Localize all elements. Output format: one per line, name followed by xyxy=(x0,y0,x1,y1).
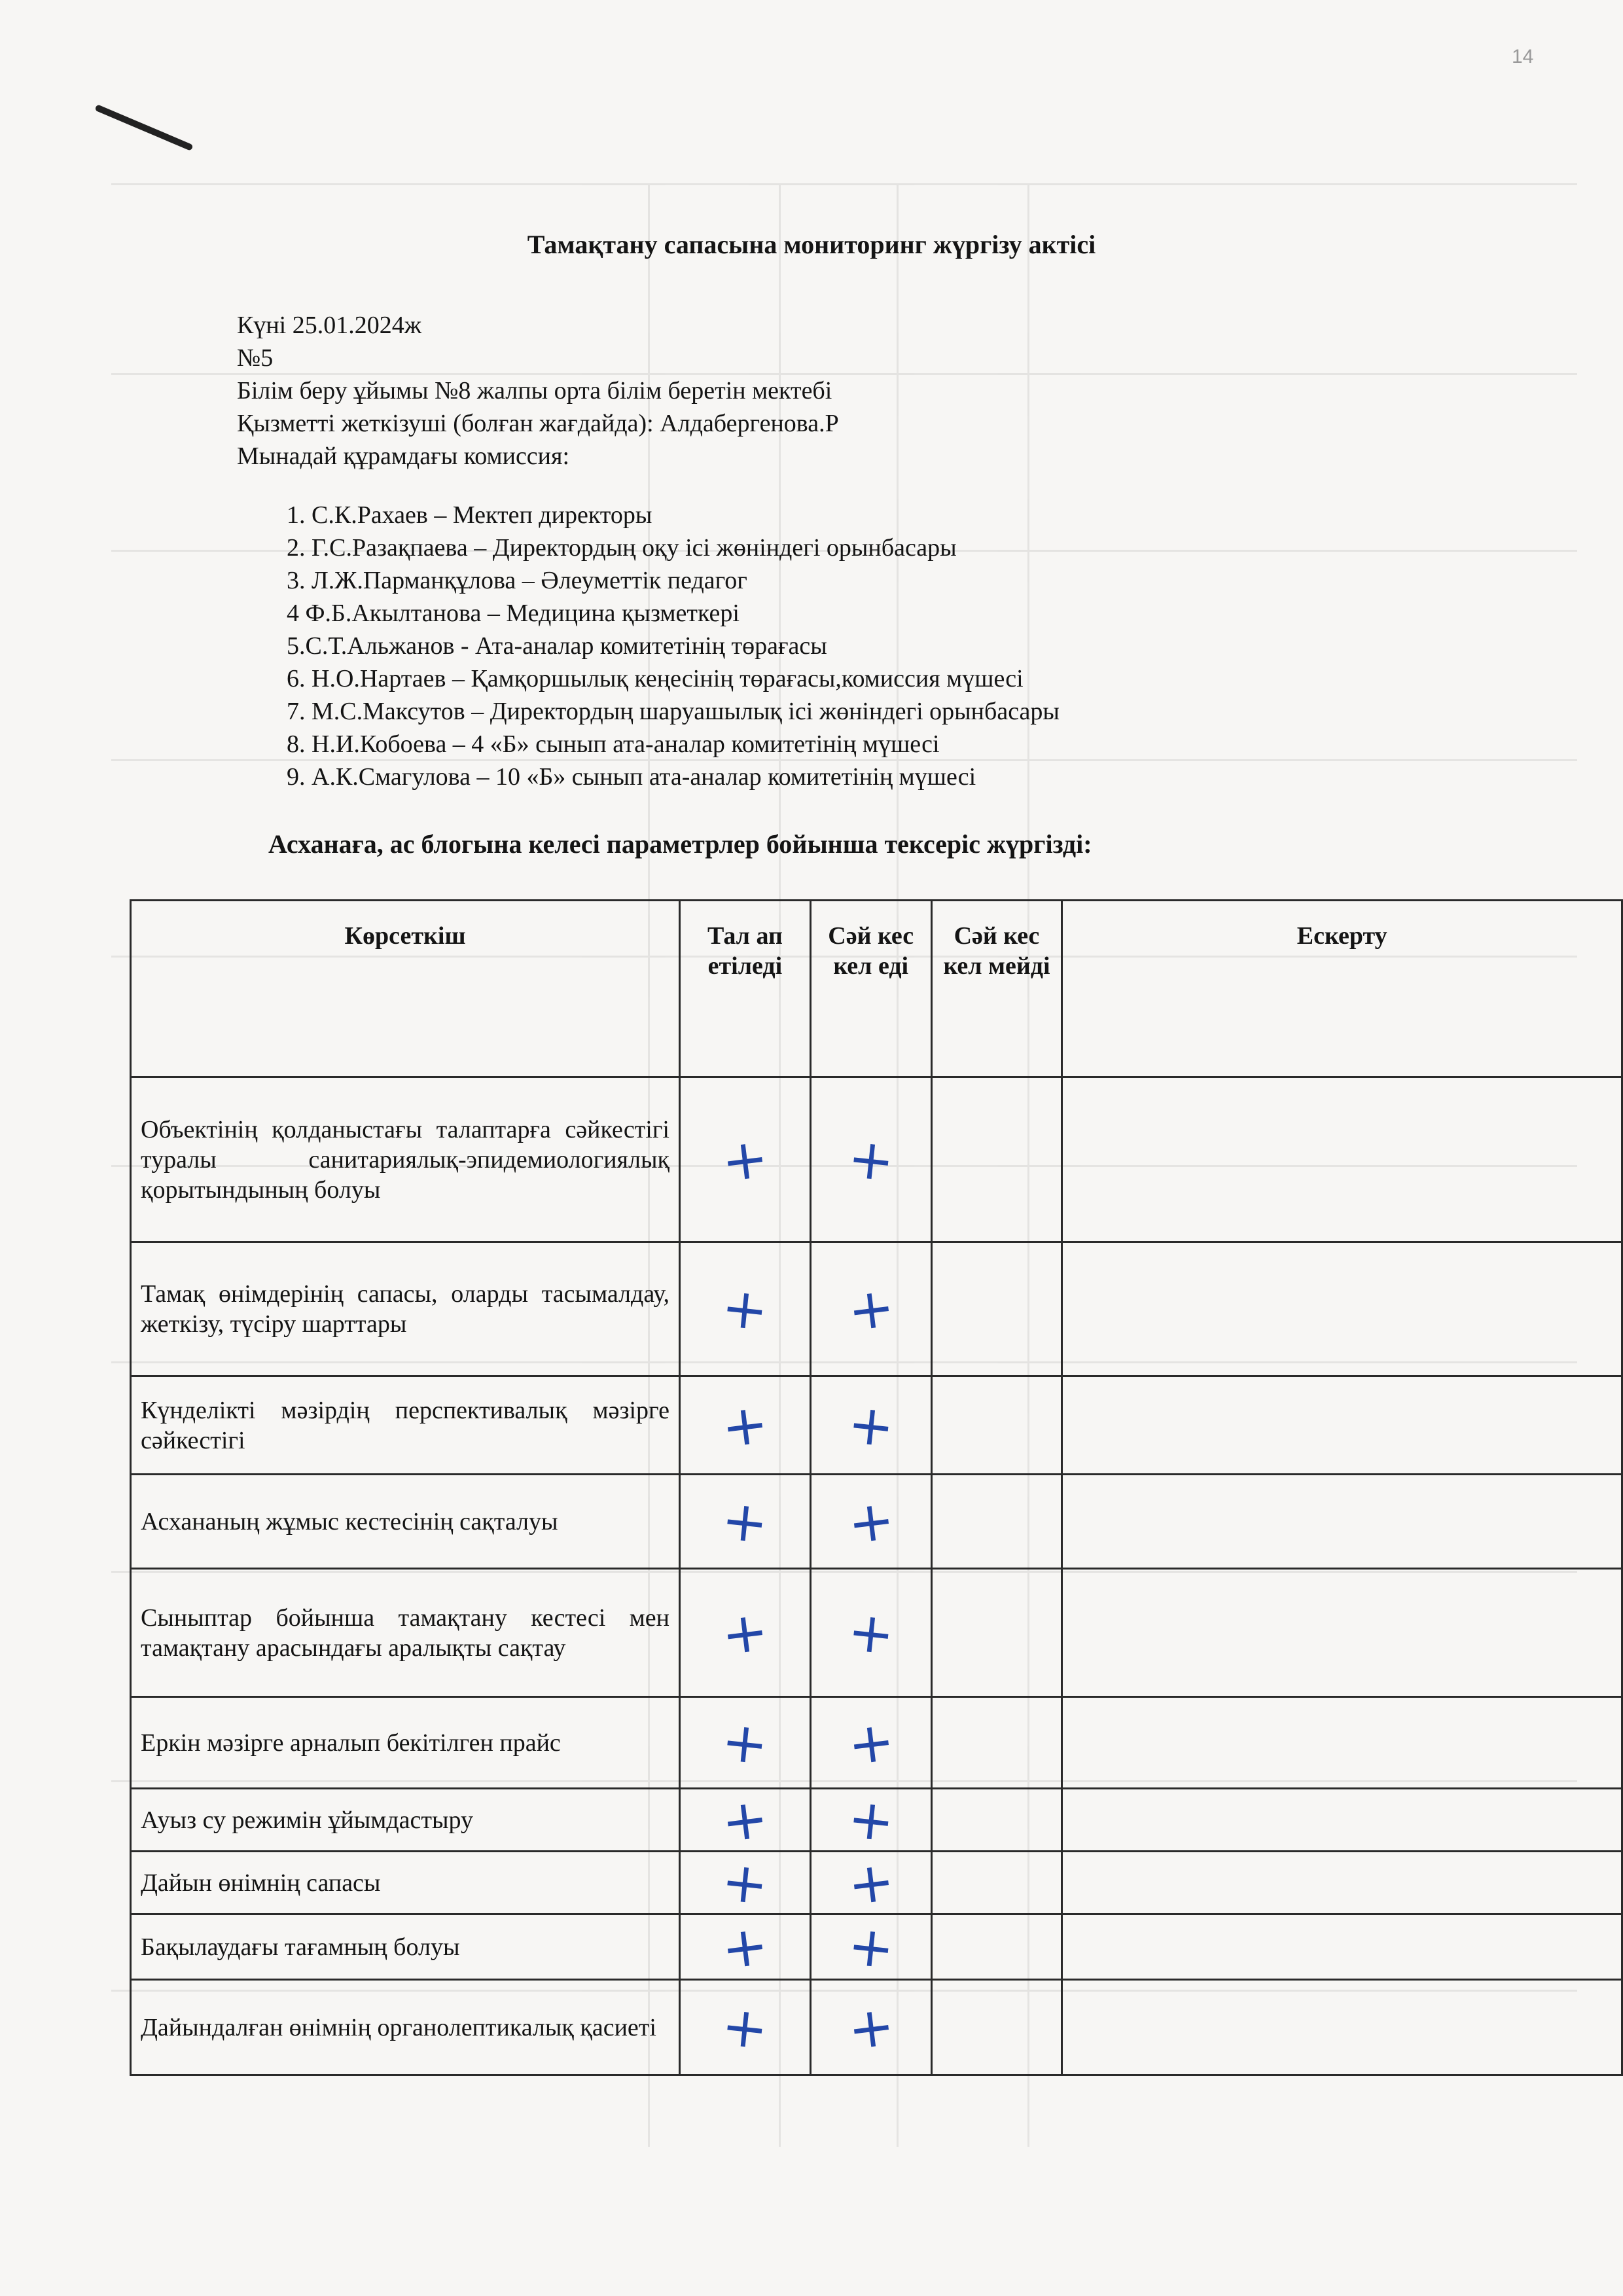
not-complies-cell xyxy=(931,1569,1062,1697)
note-cell xyxy=(1062,1789,1622,1852)
commission-member: 4 Ф.Б.Акылтанова – Медицина қызметкері xyxy=(287,600,740,627)
not-complies-cell xyxy=(931,1852,1062,1914)
commission-member-list xyxy=(287,499,1060,793)
inspection-intro: Асханаға, ас блогына келесі параметрлер бойынша тексеріс жүргізді: xyxy=(268,829,1092,859)
date-line: Күні 25.01.2024ж xyxy=(237,312,421,339)
table-row xyxy=(131,1789,1622,1852)
handwritten-plus-mark: + xyxy=(844,1125,897,1194)
not-complies-cell xyxy=(931,1789,1062,1852)
header-required: Тал ап етіледі xyxy=(680,901,811,1077)
note-cell xyxy=(1062,1914,1622,1980)
handwritten-plus-mark: + xyxy=(844,1785,897,1854)
handwritten-plus-mark: + xyxy=(718,1390,772,1460)
table-row xyxy=(131,1242,1622,1376)
note-cell xyxy=(1062,1980,1622,2075)
header-not-complies: Сәй кес кел мейді xyxy=(931,901,1062,1077)
commission-member: 3. Л.Ж.Парманқұлова – Әлеуметтік педагог xyxy=(287,567,747,594)
handwritten-plus-mark: + xyxy=(844,1992,898,2062)
commission-intro: Мынадай құрамдағы комиссия: xyxy=(237,442,570,470)
commission-member: 8. Н.И.Кобоева – 4 «Б» сынып ата-аналар комитетінің мүшесі xyxy=(287,730,940,758)
handwritten-plus-mark: + xyxy=(719,1993,772,2062)
commission-member: 7. М.С.Максутов – Директордың шаруашылық ісі жөніндегі орынбасары xyxy=(287,698,1060,725)
handwritten-plus-mark: + xyxy=(844,1391,897,1460)
commission-member: 2. Г.С.Разақпаева – Директордың оқу ісі жөніндегі орынбасары xyxy=(287,534,957,562)
handwritten-plus-mark: + xyxy=(719,1848,772,1917)
indicator-cell: Ауыз су режимін ұйымдастыру xyxy=(131,1789,680,1852)
supplier-line: Қызметті жеткізуші (болған жағдайда): Алдабергенова.Р xyxy=(237,410,839,437)
organization-line: Білім беру ұйымы №8 жалпы орта білім беретін мектебі xyxy=(237,377,832,404)
commission-member: 1. С.К.Рахаев – Мектеп директоры xyxy=(287,501,652,529)
table-row xyxy=(131,1914,1622,1980)
handwritten-plus-mark: + xyxy=(718,1124,772,1194)
indicator-cell: Сыныптар бойынша тамақтану кестесі мен тамақтану арасындағы аралықты сақтау xyxy=(131,1569,680,1697)
note-cell xyxy=(1062,1242,1622,1376)
inspection-table xyxy=(130,899,1623,2076)
table-row xyxy=(131,1376,1622,1475)
table-row xyxy=(131,1077,1622,1242)
handwritten-plus-mark: + xyxy=(844,1486,898,1556)
handwritten-plus-mark: + xyxy=(718,1912,772,1982)
indicator-cell: Объектінің қолданыстағы талаптарға сәйкестігі туралы санитариялық-эпидемиологиялық қорытындының болуы xyxy=(131,1077,680,1242)
header-note: Ескерту xyxy=(1062,901,1622,1077)
handwritten-plus-mark: + xyxy=(719,1274,772,1344)
table-row xyxy=(131,1697,1622,1789)
commission-member: 6. Н.О.Нартаев – Қамқоршылық кеңесінің төрағасы,комиссия мүшесі xyxy=(287,665,1024,692)
header-complies: Сәй кес кел еді xyxy=(810,901,931,1077)
table-row xyxy=(131,1980,1622,2075)
handwritten-plus-mark: + xyxy=(844,1912,897,1981)
handwritten-plus-mark: + xyxy=(844,1274,898,1344)
document-title: Тамақтану сапасына мониторинг жүргізу актісі xyxy=(527,230,1096,259)
table-row xyxy=(131,1475,1622,1569)
note-cell xyxy=(1062,1697,1622,1789)
header-indicator: Көрсеткіш xyxy=(131,901,680,1077)
commission-member: 9. А.К.Смагулова – 10 «Б» сынып ата-аналар комитетінің мүшесі xyxy=(287,763,976,791)
indicator-cell: Бақылаудағы тағамның болуы xyxy=(131,1914,680,1980)
handwritten-plus-mark: + xyxy=(718,1785,772,1855)
not-complies-cell xyxy=(931,1980,1062,2075)
table-header-row xyxy=(131,901,1622,1077)
handwritten-plus-mark: + xyxy=(844,1598,897,1667)
not-complies-cell xyxy=(931,1376,1062,1475)
note-cell xyxy=(1062,1376,1622,1475)
not-complies-cell xyxy=(931,1697,1062,1789)
table-row xyxy=(131,1852,1622,1914)
table-row xyxy=(131,1569,1622,1697)
note-cell xyxy=(1062,1569,1622,1697)
act-number: №5 xyxy=(237,344,274,372)
indicator-cell: Еркін мәзірге арналып бекітілген прайс xyxy=(131,1697,680,1789)
not-complies-cell xyxy=(931,1475,1062,1569)
indicator-cell: Асхананың жұмыс кестесінің сақталуы xyxy=(131,1475,680,1569)
note-cell xyxy=(1062,1077,1622,1242)
note-cell xyxy=(1062,1475,1622,1569)
not-complies-cell xyxy=(931,1914,1062,1980)
indicator-cell: Күнделікті мәзірдің перспективалық мәзірге сәйкестігі xyxy=(131,1376,680,1475)
handwritten-plus-mark: + xyxy=(719,1487,772,1556)
page-number: 14 xyxy=(1512,46,1534,67)
not-complies-cell xyxy=(931,1242,1062,1376)
note-cell xyxy=(1062,1852,1622,1914)
commission-member: 5.С.Т.Альжанов - Ата-аналар комитетінің төрағасы xyxy=(287,632,827,660)
indicator-cell: Тамақ өнімдерінің сапасы, оларды тасымалдау, жеткізу, түсіру шарттары xyxy=(131,1242,680,1376)
indicator-cell: Дайындалған өнімнің органолептикалық қасиеті xyxy=(131,1980,680,2075)
indicator-cell: Дайын өнімнің сапасы xyxy=(131,1852,680,1914)
scan-mark xyxy=(94,104,193,151)
handwritten-plus-mark: + xyxy=(718,1598,772,1668)
not-complies-cell xyxy=(931,1077,1062,1242)
handwritten-plus-mark: + xyxy=(844,1708,898,1778)
document-meta xyxy=(237,309,839,473)
handwritten-plus-mark: + xyxy=(844,1848,898,1918)
handwritten-plus-mark: + xyxy=(719,1708,772,1777)
